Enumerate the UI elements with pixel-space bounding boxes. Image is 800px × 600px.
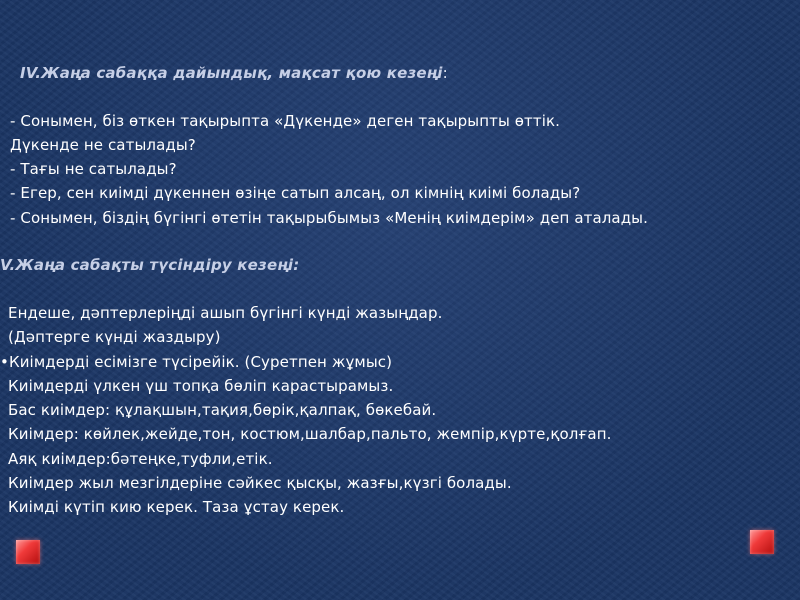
heading-section-5: V.Жаңа сабақты түсіндіру кезеңі:: [0, 256, 300, 274]
text-line: Ендеше, дәптерлеріңді ашып бүгінгі күнді жазыңдар.: [8, 304, 443, 322]
text-line: - Сонымен, біз өткен тақырыпта «Дүкенде» деген тақырыпты өттік.: [10, 112, 561, 130]
text-line: - Егер, сен киімді дүкеннен өзіңе сатып алсаң, ол кімнің киімі болады?: [10, 184, 581, 202]
red-square-decoration-left: [16, 540, 40, 564]
text-line: Киімдер жыл мезгілдеріне сәйкес қысқы, жазғы,күзгі болады.: [8, 474, 512, 492]
text-line: Бас киімдер: құлақшын,тақия,бөрік,қалпақ, бөкебай.: [8, 401, 437, 419]
text-line: Киімдерді үлкен үш топқа бөліп карастырамыз.: [8, 377, 394, 395]
heading-section-4: [20, 64, 448, 82]
heading-section-4-colon: :: [442, 64, 448, 82]
text-line: - Сонымен, біздің бүгінгі өтетін тақырыбымыз «Менің киімдерім» деп аталады.: [10, 209, 648, 227]
red-square-decoration-right: [750, 530, 774, 554]
text-line: Дүкенде не сатылады?: [10, 136, 196, 154]
text-line: (Дәптерге күнді жаздыру): [8, 328, 221, 346]
text-line: - Тағы не сатылады?: [10, 160, 177, 178]
text-line: •Киімдерді есімізге түсірейік. (Суретпен жұмыс): [0, 353, 393, 371]
text-line: Аяқ киімдер:бәтеңке,туфли,етік.: [8, 450, 273, 468]
heading-section-4-text: IV.Жаңа сабаққа дайындық, мақсат қою кезеңі: [20, 64, 443, 82]
text-line: Киімдер: көйлек,жейде,тон, костюм,шалбар,пальто, жемпір,күрте,қолғап.: [8, 425, 612, 443]
text-line: Киімді күтіп кию керек. Таза ұстау керек.: [8, 498, 345, 516]
